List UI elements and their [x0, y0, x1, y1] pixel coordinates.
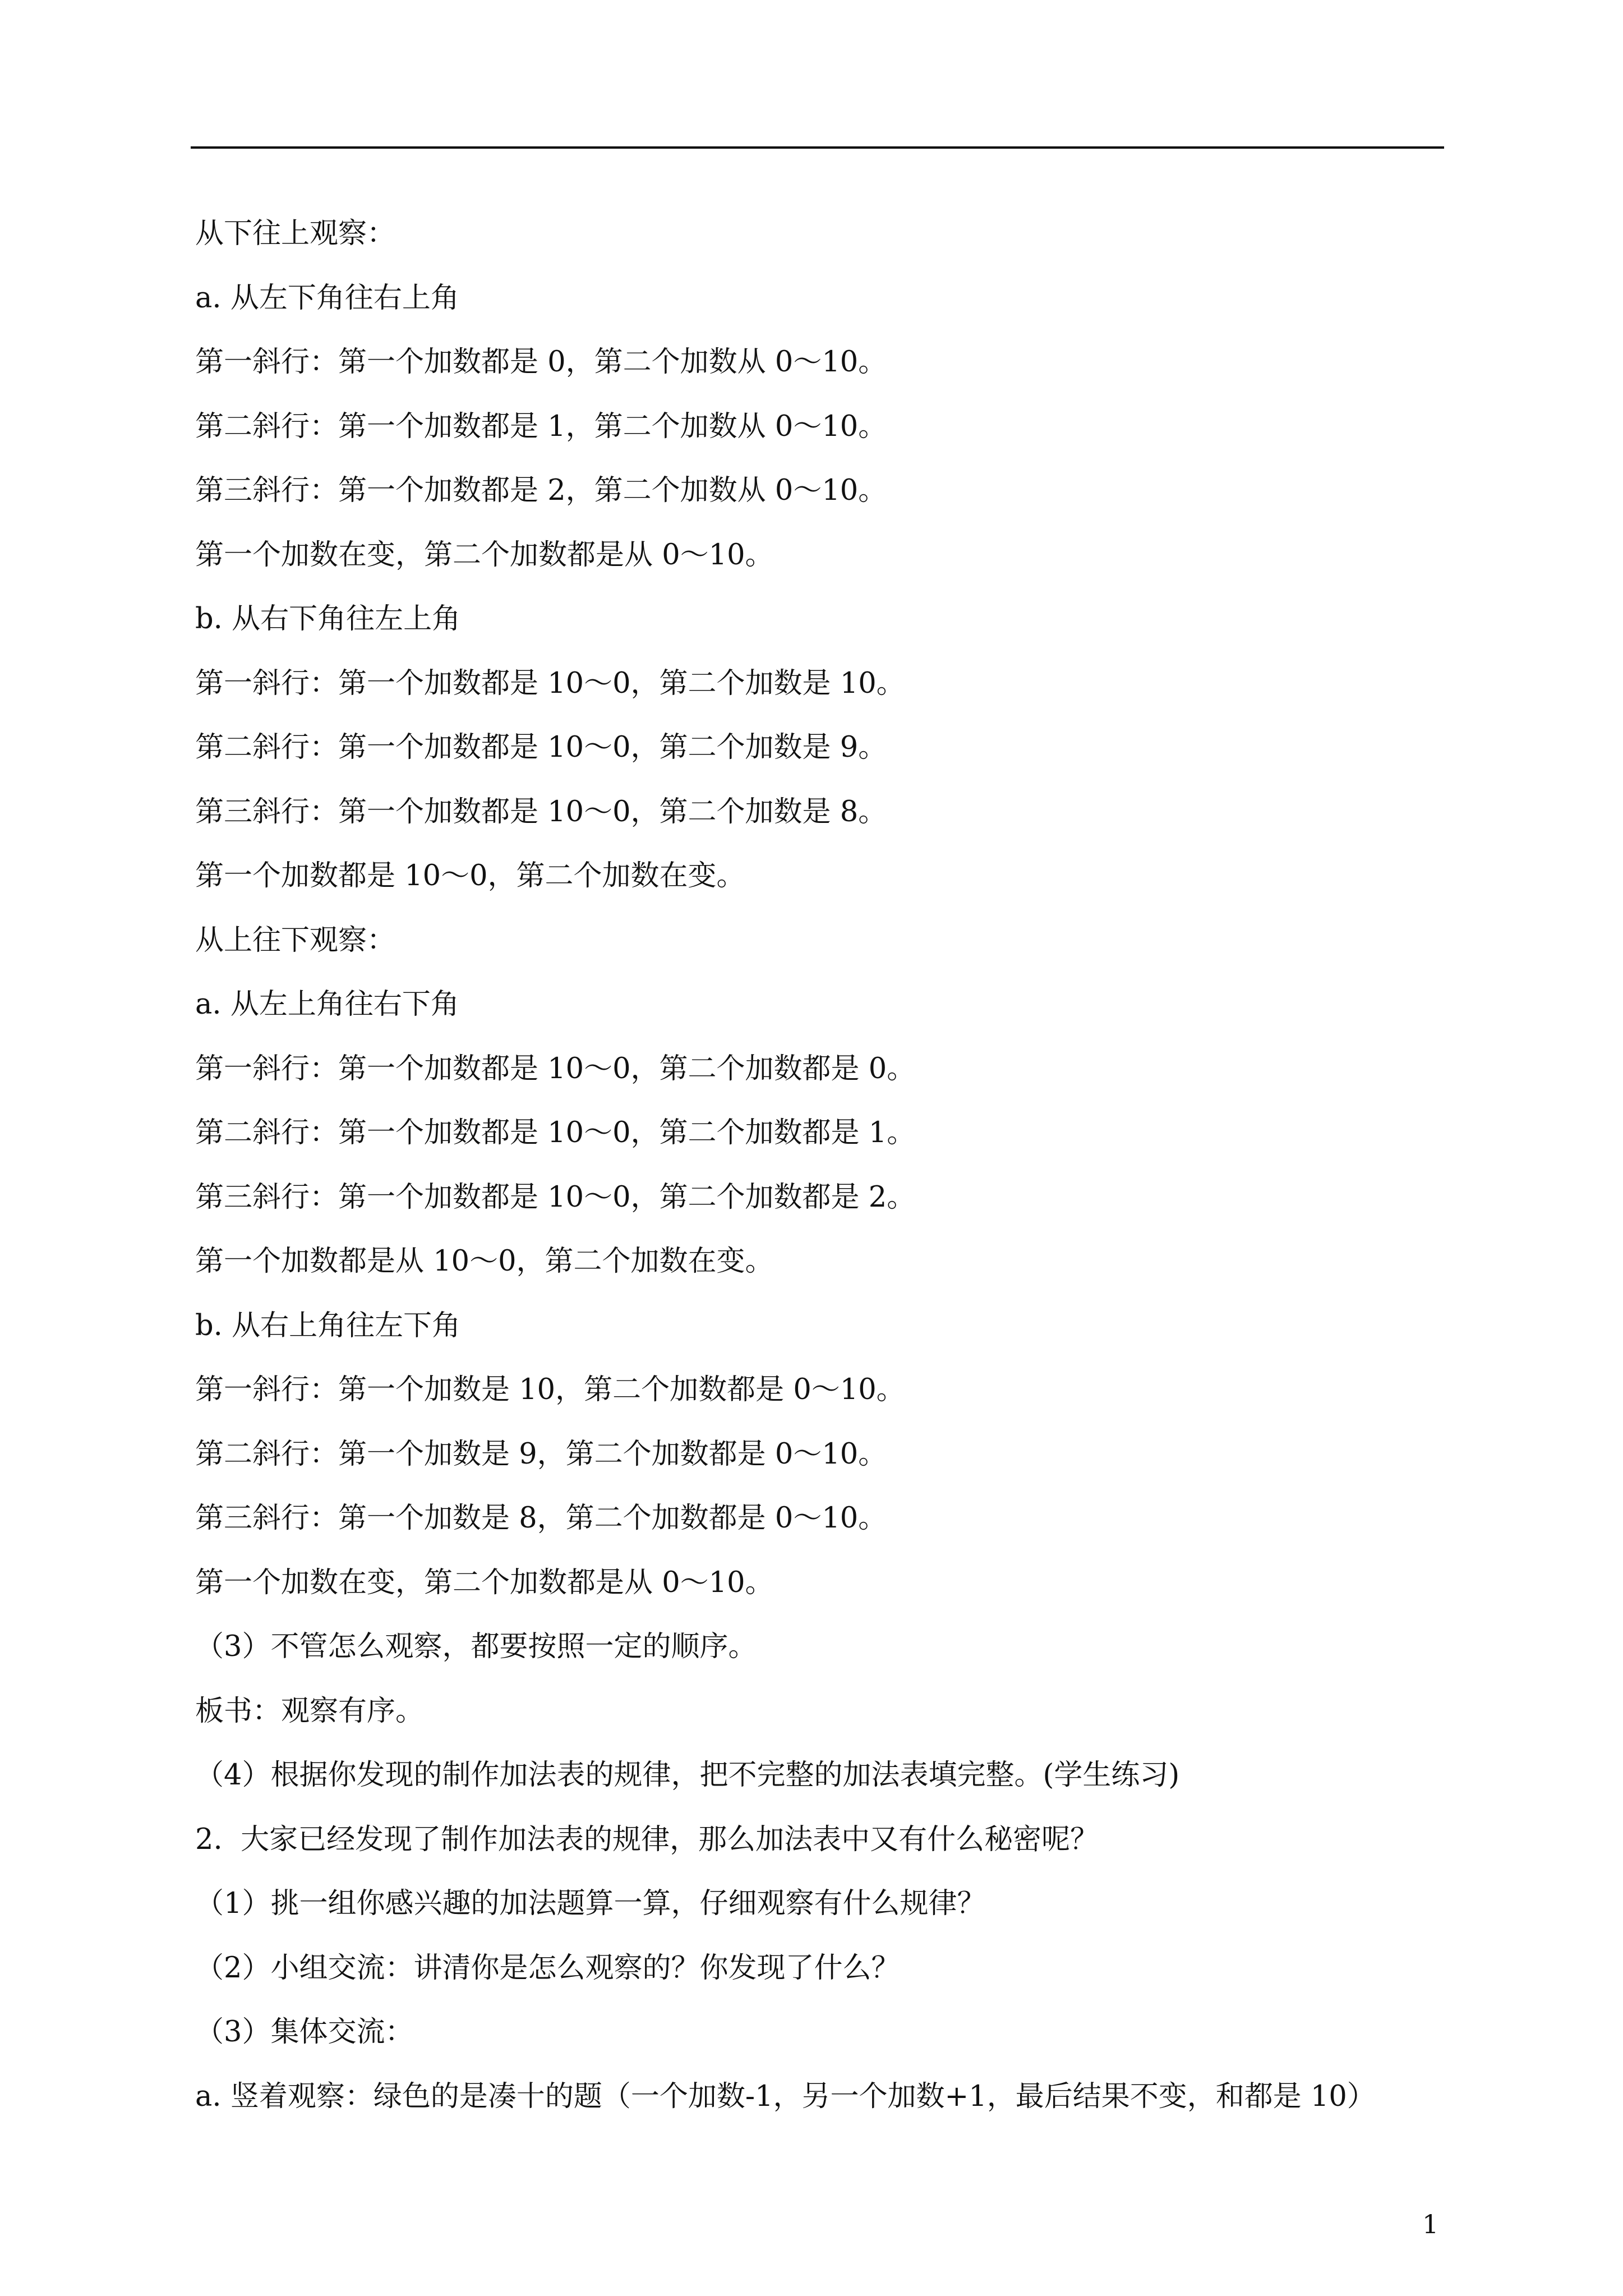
text-line: 第一个加数都是从 10～0，第二个加数在变。 — [195, 1245, 774, 1278]
text-line: 第一斜行：第一个加数是 10，第二个加数都是 0～10。 — [195, 1373, 905, 1406]
subheading-bottom-left-to-top-right: a. 从左下角往右上角 — [195, 281, 459, 315]
text-line: （3）不管怎么观察，都要按照一定的顺序。 — [195, 1630, 757, 1663]
text-line: 第一个加数在变，第二个加数都是从 0～10。 — [195, 538, 774, 572]
board-note: 板书：观察有序。 — [195, 1694, 425, 1728]
text-line: （3）集体交流： — [195, 2016, 414, 2049]
text-line: （4）根据你发现的制作加法表的规律，把不完整的加法表填完整。(学生练习) — [195, 1759, 1180, 1792]
text-line: 第一个加数在变，第二个加数都是从 0～10。 — [195, 1566, 774, 1599]
section-heading-bottom-up: 从下往上观察： — [195, 217, 396, 250]
document-body — [195, 209, 1446, 2136]
text-line: 第二斜行：第一个加数都是 10～0，第二个加数是 9。 — [195, 731, 887, 764]
text-line: 第三斜行：第一个加数都是 10～0，第二个加数是 8。 — [195, 795, 887, 829]
text-line: （2）小组交流：讲清你是怎么观察的？你发现了什么？ — [195, 1951, 900, 1985]
text-line: 第二斜行：第一个加数都是 1，第二个加数从 0～10。 — [195, 409, 887, 443]
text-line: （1）挑一组你感兴趣的加法题算一算，仔细观察有什么规律？ — [195, 1887, 986, 1920]
header-rule — [191, 146, 1444, 149]
text-line: 第一斜行：第一个加数都是 0，第二个加数从 0～10。 — [195, 346, 887, 379]
subheading-top-left-to-bottom-right: a. 从左上角往右下角 — [195, 988, 459, 1021]
subheading-bottom-right-to-top-left: b. 从右下角往左上角 — [195, 602, 461, 636]
text-line: 第一斜行：第一个加数都是 10～0，第二个加数是 10。 — [195, 666, 905, 700]
text-line: a. 竖着观察：绿色的是凑十的题（一个加数-1，另一个加数+1，最后结果不变，和都是 10） — [195, 2079, 1376, 2113]
numbered-item: 2. 大家已经发现了制作加法表的规律，那么加法表中又有什么秘密呢？ — [195, 1823, 1099, 1856]
subheading-top-right-to-bottom-left: b. 从右上角往左下角 — [195, 1309, 461, 1342]
text-line: 第一斜行：第一个加数都是 10～0，第二个加数都是 0。 — [195, 1052, 916, 1085]
text-line: 第三斜行：第一个加数是 8，第二个加数都是 0～10。 — [195, 1502, 887, 1535]
text-line: 第一个加数都是 10～0，第二个加数在变。 — [195, 859, 745, 892]
text-line: 第三斜行：第一个加数都是 2，第二个加数从 0～10。 — [195, 474, 887, 507]
page-number: 1 — [1422, 2209, 1439, 2239]
text-line: 第三斜行：第一个加数都是 10～0，第二个加数都是 2。 — [195, 1180, 916, 1214]
text-line: 第二斜行：第一个加数是 9，第二个加数都是 0～10。 — [195, 1437, 887, 1471]
text-line: 第二斜行：第一个加数都是 10～0，第二个加数都是 1。 — [195, 1116, 916, 1149]
section-heading-top-down: 从上往下观察： — [195, 923, 396, 957]
